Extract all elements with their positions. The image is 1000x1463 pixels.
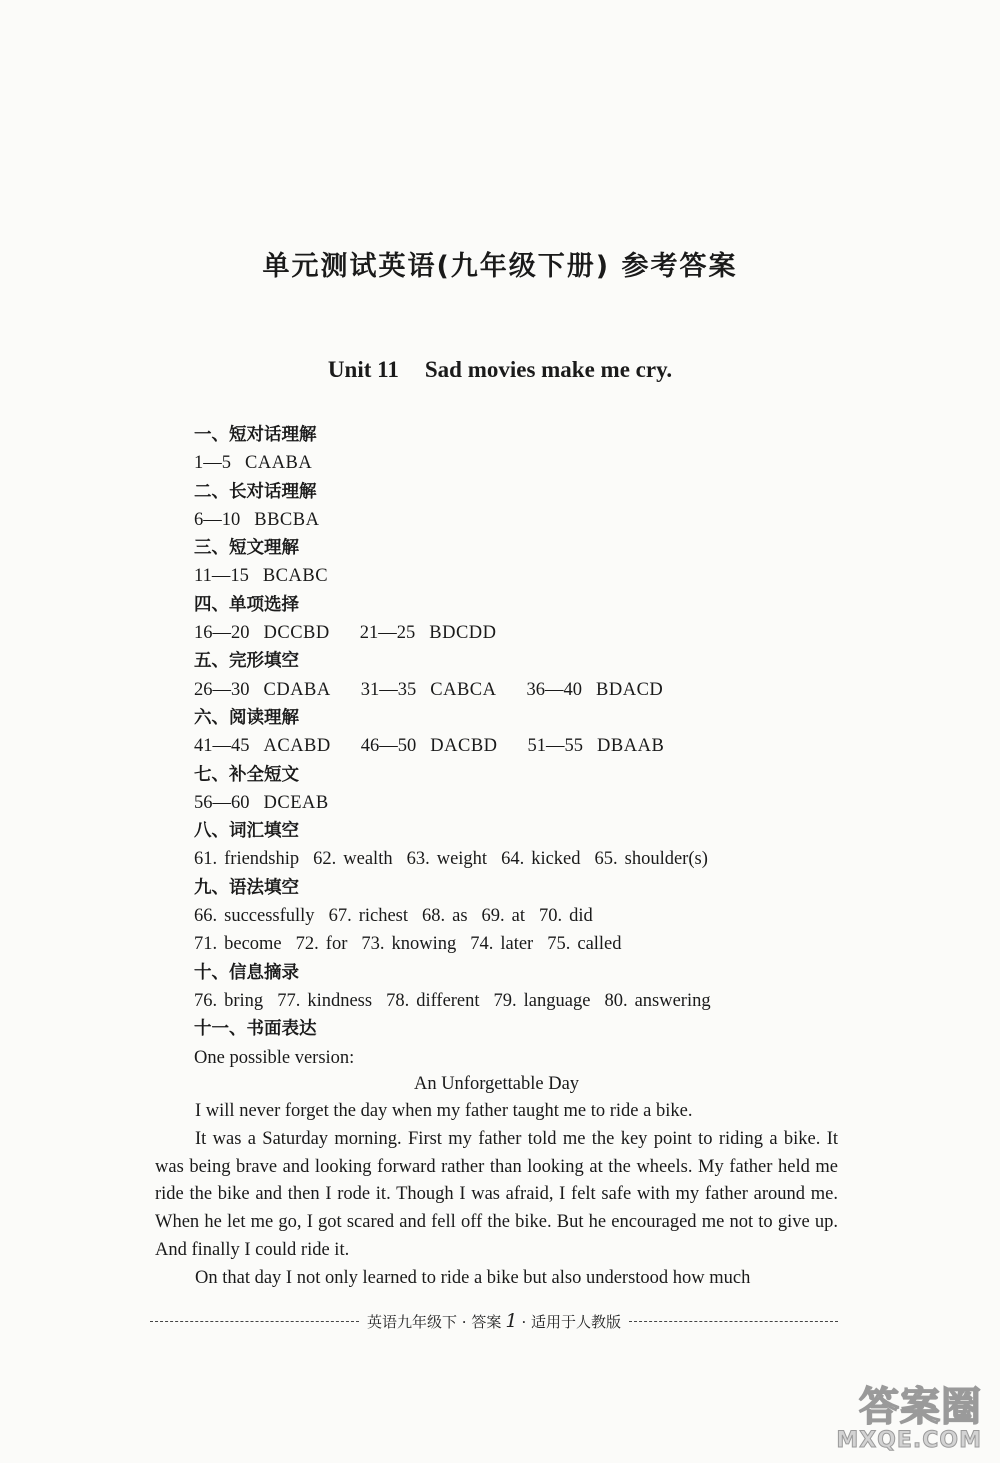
answer-group bbox=[194, 619, 330, 647]
question-number: 73. bbox=[361, 934, 385, 955]
page-title: 单元测试英语(九年级下册) 参考答案 bbox=[262, 251, 738, 282]
answer-range: 41—45 bbox=[194, 736, 250, 757]
section-heading: 七、补全短文 bbox=[194, 764, 299, 785]
question-number: 67. bbox=[328, 906, 352, 927]
word-answer bbox=[470, 930, 533, 958]
answer-word: richest bbox=[358, 906, 408, 927]
question-number: 79. bbox=[493, 990, 517, 1011]
answer-range: 6—10 bbox=[194, 509, 241, 530]
question-number: 62. bbox=[313, 849, 337, 870]
question-number: 80. bbox=[604, 990, 628, 1011]
word-answer bbox=[313, 845, 392, 873]
question-number: 76. bbox=[194, 990, 218, 1011]
section-heading: 五、完形填空 bbox=[194, 651, 299, 672]
answer-line bbox=[194, 619, 844, 647]
answer-group bbox=[194, 449, 312, 477]
word-answer bbox=[194, 845, 299, 873]
section-heading: 十一、书面表达 bbox=[194, 1019, 317, 1040]
answer-line bbox=[194, 732, 844, 760]
question-number: 77. bbox=[277, 990, 301, 1011]
answer-line bbox=[194, 676, 844, 704]
answer-word: did bbox=[569, 906, 593, 927]
answer-range: 16—20 bbox=[194, 623, 250, 644]
word-answer bbox=[595, 845, 708, 873]
answer-word: weight bbox=[436, 849, 488, 870]
answer-word: become bbox=[224, 934, 282, 955]
answer-range: 26—30 bbox=[194, 679, 250, 700]
section-heading: 十、信息摘录 bbox=[194, 962, 299, 983]
word-answer bbox=[277, 987, 372, 1015]
word-answer-line bbox=[194, 902, 844, 930]
word-answer bbox=[361, 930, 456, 958]
word-answer bbox=[386, 987, 479, 1015]
essay-paragraph: It was a Saturday morning. First my father told me the key point to riding a bike. It was being brave and looking forward rather than looking at the wheels. My father held me ride the bike and then I rode it. Though I was afraid, I felt safe with my father around me. When he let me go, I got scared and fell off the bike. But he encouraged me not to give up. And finally I could ride it. bbox=[155, 1128, 838, 1260]
section-heading: 六、阅读理解 bbox=[194, 707, 299, 728]
footer-right: · 适用于人教版 bbox=[521, 1313, 621, 1331]
answer-group bbox=[194, 562, 328, 590]
answer-word: as bbox=[452, 906, 468, 927]
answer-line bbox=[194, 562, 844, 590]
word-answer-line bbox=[194, 987, 844, 1015]
watermark-logo: 答案圈 bbox=[859, 1384, 982, 1430]
answer-word: for bbox=[325, 934, 348, 955]
essay-title: An Unforgettable Day bbox=[413, 1074, 580, 1094]
question-number: 71. bbox=[194, 934, 218, 955]
unit-name: Sad movies make me cry. bbox=[424, 357, 673, 382]
answer-line bbox=[194, 506, 844, 534]
section-heading: 一、短对话理解 bbox=[194, 425, 317, 445]
footer-left: 英语九年级下 · 答案 bbox=[367, 1313, 502, 1331]
answer-range: 36—40 bbox=[526, 679, 583, 700]
answer-key: CDABA bbox=[263, 679, 331, 700]
page-footer bbox=[150, 1310, 838, 1332]
section-heading: 四、单项选择 bbox=[194, 594, 299, 615]
answer-word: language bbox=[523, 990, 591, 1011]
answer-group bbox=[361, 676, 497, 704]
question-number: 78. bbox=[386, 990, 410, 1011]
word-answer bbox=[539, 902, 593, 930]
answer-range: 46—50 bbox=[360, 736, 417, 757]
answer-word: wealth bbox=[343, 849, 393, 870]
footer-divider-left bbox=[150, 1321, 359, 1322]
answer-group bbox=[194, 676, 331, 704]
watermark bbox=[836, 1375, 982, 1453]
answer-key: DACBD bbox=[430, 736, 498, 757]
answer-group bbox=[528, 732, 665, 760]
answer-range: 31—35 bbox=[360, 679, 417, 700]
answer-range: 11—15 bbox=[194, 566, 249, 587]
answer-word: kindness bbox=[307, 990, 373, 1011]
answer-word: answering bbox=[634, 990, 711, 1011]
answer-range: 1—5 bbox=[194, 453, 231, 474]
question-number: 64. bbox=[501, 849, 525, 870]
watermark-url: MXQE.COM bbox=[836, 1428, 982, 1453]
section-heading: 二、长对话理解 bbox=[194, 481, 317, 502]
section-heading: 三、短文理解 bbox=[194, 538, 299, 559]
answer-range: 21—25 bbox=[359, 623, 416, 644]
word-answer bbox=[194, 930, 282, 958]
answer-group bbox=[360, 619, 497, 647]
question-number: 63. bbox=[406, 849, 430, 870]
answer-range: 56—60 bbox=[194, 792, 250, 813]
answer-word: later bbox=[500, 934, 534, 955]
footer-text bbox=[359, 1310, 629, 1332]
answer-word: kicked bbox=[531, 849, 581, 870]
section-note: One possible version: bbox=[194, 1047, 355, 1068]
answer-key: DCEAB bbox=[263, 792, 329, 813]
word-answer bbox=[604, 987, 710, 1015]
word-answer bbox=[407, 845, 487, 873]
answer-key: BBCBA bbox=[254, 509, 320, 530]
answer-word: called bbox=[577, 934, 622, 955]
essay bbox=[155, 1070, 838, 1293]
unit-heading bbox=[0, 357, 1000, 383]
question-number: 74. bbox=[470, 934, 494, 955]
section-heading: 八、词汇填空 bbox=[194, 821, 299, 842]
answer-key: BCABC bbox=[262, 566, 329, 587]
question-number: 70. bbox=[539, 906, 563, 927]
answer-range: 51—55 bbox=[527, 736, 584, 757]
page-number: 1 bbox=[505, 1310, 518, 1332]
question-number: 75. bbox=[547, 934, 571, 955]
answer-word: shoulder(s) bbox=[624, 849, 708, 870]
answer-key: DBAAB bbox=[597, 736, 665, 757]
answer-group bbox=[361, 732, 498, 760]
footer-divider-right bbox=[629, 1321, 838, 1322]
word-answer bbox=[296, 930, 348, 958]
answer-group bbox=[194, 732, 331, 760]
question-number: 69. bbox=[481, 906, 505, 927]
word-answer bbox=[329, 902, 408, 930]
word-answer-line bbox=[194, 845, 844, 873]
question-number: 68. bbox=[422, 906, 446, 927]
word-answer-line bbox=[194, 930, 844, 958]
answer-line bbox=[194, 789, 844, 817]
essay-paragraph: On that day I not only learned to ride a bike but also understood how much bbox=[195, 1267, 751, 1288]
answer-key: ACABD bbox=[263, 736, 331, 757]
answer-word: knowing bbox=[391, 934, 457, 955]
word-answer bbox=[194, 902, 315, 930]
answer-key: DCCBD bbox=[263, 623, 330, 644]
question-number: 61. bbox=[194, 849, 218, 870]
answer-key: CABCA bbox=[430, 679, 497, 700]
word-answer bbox=[422, 902, 468, 930]
answer-word: different bbox=[416, 990, 480, 1011]
answer-key: BDACD bbox=[596, 679, 664, 700]
answer-group bbox=[194, 506, 319, 534]
answer-group bbox=[194, 789, 329, 817]
answer-key: CAABA bbox=[245, 453, 313, 474]
answer-line bbox=[194, 449, 844, 477]
question-number: 66. bbox=[194, 906, 218, 927]
question-number: 65. bbox=[594, 849, 618, 870]
word-answer bbox=[482, 902, 525, 930]
answer-sections bbox=[194, 421, 844, 1072]
essay-paragraph: I will never forget the day when my father taught me to ride a bike. bbox=[195, 1101, 693, 1121]
word-answer bbox=[501, 845, 580, 873]
answer-word: successfully bbox=[224, 906, 315, 927]
question-number: 72. bbox=[295, 934, 319, 955]
answer-group bbox=[527, 676, 664, 704]
answer-word: bring bbox=[224, 990, 264, 1011]
section-heading: 九、语法填空 bbox=[194, 877, 299, 898]
unit-number: Unit 11 bbox=[327, 357, 399, 382]
word-answer bbox=[494, 987, 591, 1015]
word-answer bbox=[194, 987, 263, 1015]
answer-key: BDCDD bbox=[429, 623, 497, 644]
answer-word: friendship bbox=[224, 849, 300, 870]
answer-word: at bbox=[511, 906, 526, 927]
word-answer bbox=[547, 930, 621, 958]
